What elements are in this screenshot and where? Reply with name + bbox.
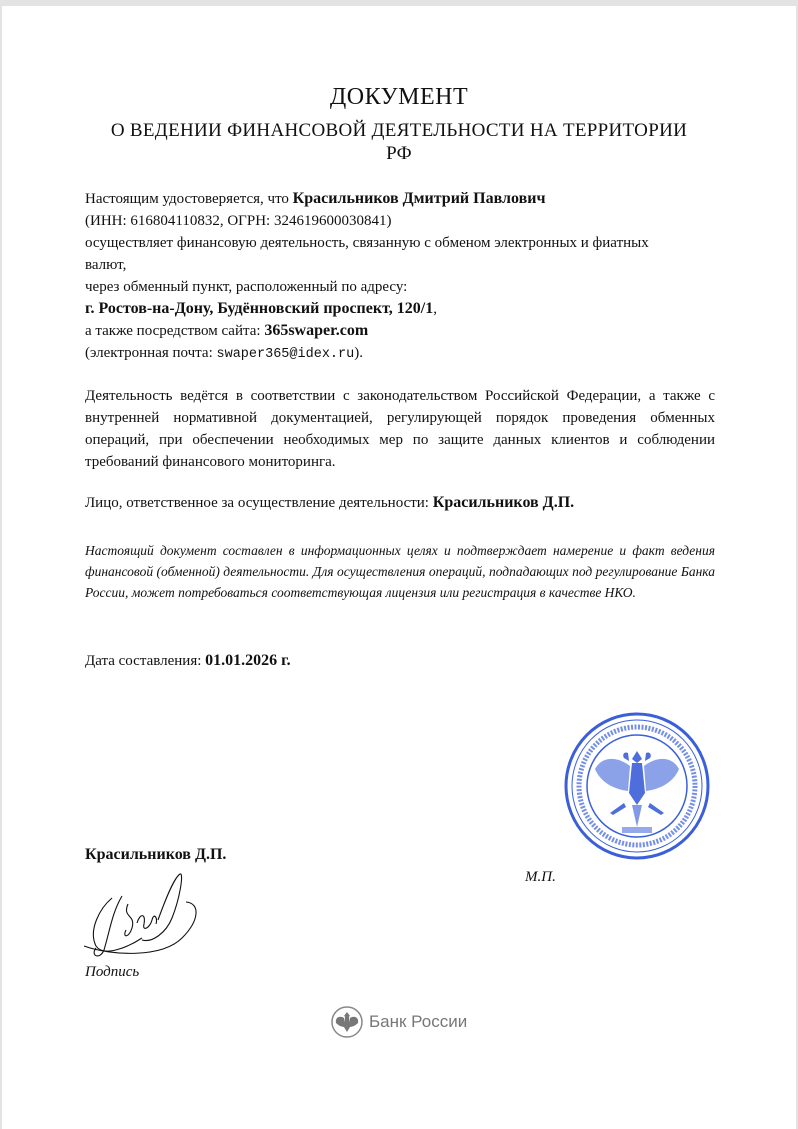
bank-name: Банк России — [369, 1012, 468, 1031]
address-suffix: , — [433, 301, 437, 317]
address: г. Ростов-на-Дону, Будённовский проспект, 120/1 — [85, 300, 434, 317]
signer-name: Красильников Д.П. — [85, 846, 227, 863]
eagle-emblem-icon — [331, 1006, 363, 1038]
date-value: 01.01.2026 г. — [205, 652, 291, 669]
full-name: Красильников Дмитрий Павлович — [292, 190, 546, 207]
email-link[interactable]: swaper365@idex.ru — [216, 347, 355, 362]
email-prefix: (электронная почта: — [85, 345, 217, 361]
compliance-paragraph: Деятельность ведётся в соответствии с законодательством Российской Федерации, а также с внутренней нормативной документацией, регулирующей порядок проведения обменных операций, при обеспечении необходимых мер по защите данных клиентов и соблюдении требований финансового мониторинга. — [85, 388, 715, 470]
intro-block — [85, 188, 715, 366]
responsible-prefix: Лицо, ответственное за осуществление деятельности: — [85, 495, 433, 511]
document-subtitle: О ВЕДЕНИИ ФИНАНСОВОЙ ДЕЯТЕЛЬНОСТИ НА ТЕРРИТОРИИ РФ — [110, 120, 688, 164]
disclaimer-note: Настоящий документ составлен в информационных целях и подтверждает намерение и факт ведения финансовой (обменной) деятельности. Для осуществления операций, подпадающих под регулирование Банка России, может потребоваться соответствующая лицензия или регистрация в качестве НКО. — [85, 543, 715, 600]
bank-of-russia-logo — [331, 1006, 467, 1038]
official-seal-icon — [562, 711, 712, 861]
document-title: ДОКУМЕНТ — [329, 84, 469, 110]
email-suffix: ). — [354, 345, 363, 361]
site-prefix: а также посредством сайта: — [85, 323, 265, 339]
handwritten-signature-icon — [82, 868, 207, 963]
office-line: через обменный пункт, расположенный по адресу: — [85, 279, 408, 295]
signature-label: Подпись — [85, 964, 140, 980]
document-page — [2, 6, 796, 1129]
site-link[interactable]: 365swaper.com — [264, 322, 369, 339]
responsible-name: Красильников Д.П. — [432, 494, 575, 511]
activity-line-1: осуществляет финансовую деятельность, связанную с обменом электронных и фиатных — [85, 235, 649, 251]
address-line — [85, 298, 715, 320]
intro-prefix: Настоящим удостоверяется, что — [85, 191, 293, 207]
date-line — [85, 650, 715, 672]
responsible-line — [85, 492, 715, 514]
ids-line: (ИНН: 616804110832, ОГРН: 324619600030841) — [85, 213, 392, 229]
site-line — [85, 320, 715, 342]
email-line — [85, 342, 715, 366]
stamp-label: М.П. — [525, 869, 556, 885]
intro-line-1 — [85, 188, 715, 210]
date-prefix: Дата составления: — [85, 653, 206, 669]
activity-line-2: валют, — [85, 257, 127, 273]
